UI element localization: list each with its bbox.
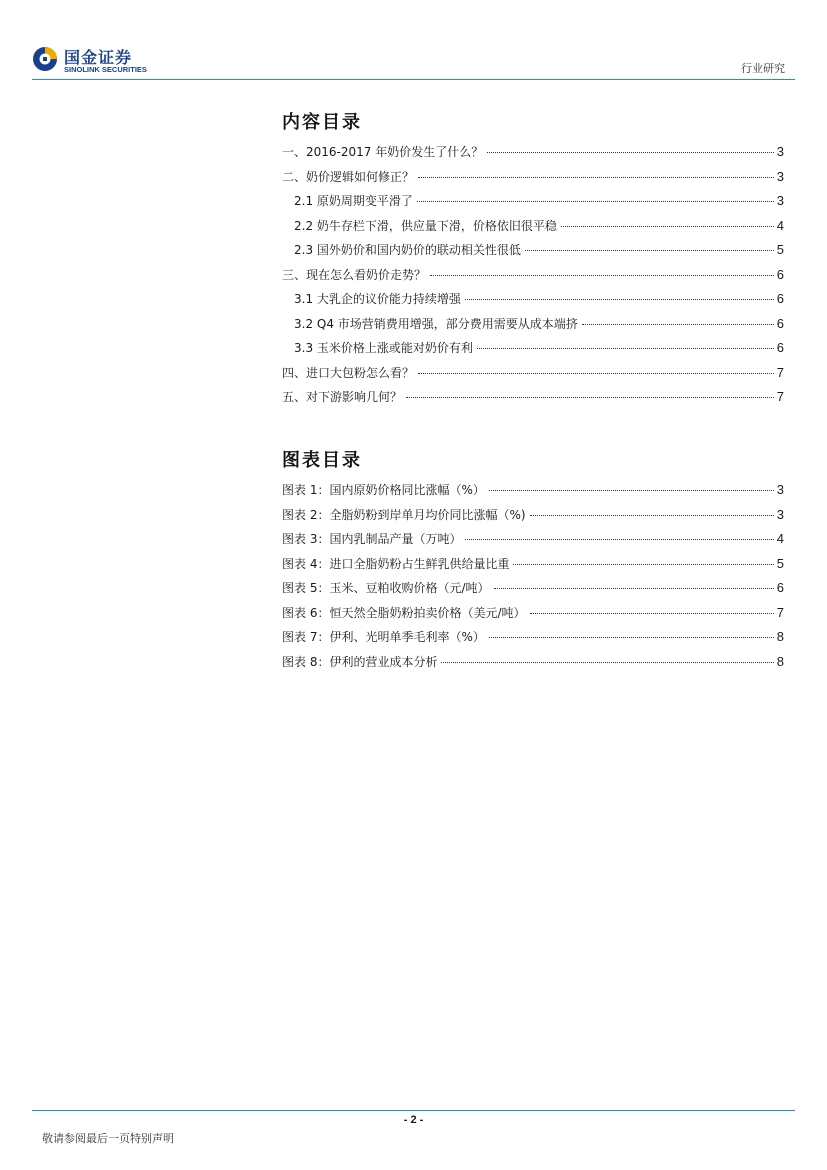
toc-entry-label[interactable]: 三、现在怎么看奶价走势？ bbox=[282, 267, 427, 282]
dot-leader bbox=[417, 201, 774, 202]
toc-entry-label[interactable]: 图表 6：恒天然全脂奶粉拍卖价格（美元/吨） bbox=[282, 605, 526, 620]
dot-leader bbox=[582, 324, 774, 325]
toc-entry-label[interactable]: 3.3 玉米价格上涨或能对奶价有利 bbox=[294, 341, 473, 355]
header-divider bbox=[32, 79, 795, 80]
toc-entry-page[interactable]: 7 bbox=[776, 364, 784, 380]
dot-leader bbox=[513, 564, 773, 565]
toc-entry-page[interactable]: 3 bbox=[776, 144, 784, 159]
figures-list bbox=[282, 481, 784, 677]
footer-divider bbox=[32, 1110, 795, 1111]
dot-leader bbox=[561, 226, 774, 227]
toc-entry-page[interactable]: 6 bbox=[776, 340, 784, 355]
toc-entry-label[interactable]: 图表 1：国内原奶价格同比涨幅（%） bbox=[282, 483, 485, 497]
sinolink-logo-icon bbox=[32, 46, 58, 72]
dot-leader bbox=[465, 539, 773, 540]
toc-entry[interactable] bbox=[282, 364, 784, 389]
dot-leader bbox=[465, 299, 774, 300]
dot-leader bbox=[441, 662, 773, 663]
toc-entry[interactable] bbox=[282, 192, 784, 217]
dot-leader bbox=[530, 613, 774, 614]
contents-title: 内容目录 bbox=[282, 112, 362, 133]
dot-leader bbox=[530, 515, 774, 516]
toc-entry[interactable] bbox=[282, 143, 784, 168]
company-logo bbox=[32, 44, 162, 78]
figures-title: 图表目录 bbox=[282, 450, 362, 471]
toc-entry[interactable] bbox=[282, 579, 784, 604]
toc-entry[interactable] bbox=[282, 653, 784, 678]
dot-leader bbox=[489, 637, 774, 638]
dot-leader bbox=[477, 348, 774, 349]
toc-entry-label[interactable]: 2.2 奶牛存栏下滑，供应量下滑，价格依旧很平稳 bbox=[294, 218, 557, 233]
toc-entry-page[interactable]: 5 bbox=[776, 555, 784, 571]
toc-entry-page[interactable]: 7 bbox=[776, 604, 784, 620]
toc-entry-page[interactable]: 6 bbox=[776, 266, 784, 282]
dot-leader bbox=[430, 275, 774, 276]
toc-entry[interactable] bbox=[282, 628, 784, 653]
toc-entry-page[interactable]: 3 bbox=[776, 168, 784, 184]
toc-entry-label[interactable]: 图表 8：伊利的营业成本分析 bbox=[282, 654, 438, 669]
toc-entry-label[interactable]: 3.2 Q4 市场营销费用增强，部分费用需要从成本端挤 bbox=[294, 316, 578, 331]
dot-leader bbox=[525, 250, 774, 251]
toc-entry-label[interactable]: 五、对下游影响几何？ bbox=[282, 390, 403, 404]
dot-leader bbox=[489, 490, 774, 491]
toc-entry-label[interactable]: 图表 7：伊利、光明单季毛利率（%） bbox=[282, 630, 485, 644]
toc-entry-page[interactable]: 5 bbox=[776, 242, 784, 257]
dot-leader bbox=[406, 397, 774, 398]
toc-entry[interactable] bbox=[282, 339, 784, 364]
toc-entry-page[interactable]: 4 bbox=[776, 531, 784, 546]
toc-entry-page[interactable]: 3 bbox=[776, 193, 784, 208]
toc-entry[interactable] bbox=[282, 217, 784, 242]
toc-entry-label[interactable]: 图表 2：全脂奶粉到岸单月均价同比涨幅（%) bbox=[282, 507, 526, 522]
toc-entry-page[interactable]: 4 bbox=[776, 217, 784, 233]
toc-entry[interactable] bbox=[282, 290, 784, 315]
dot-leader bbox=[418, 373, 774, 374]
toc-entry-label[interactable]: 图表 4：进口全脂奶粉占生鲜乳供给量比重 bbox=[282, 556, 510, 571]
toc-entry[interactable] bbox=[282, 241, 784, 266]
toc-entry[interactable] bbox=[282, 604, 784, 629]
toc-entry-page[interactable]: 3 bbox=[776, 482, 784, 497]
toc-entry-page[interactable]: 8 bbox=[776, 629, 784, 644]
toc-entry[interactable] bbox=[282, 530, 784, 555]
figures-toc bbox=[282, 446, 784, 677]
toc-entry-page[interactable]: 6 bbox=[776, 291, 784, 306]
toc-entry-label[interactable]: 一、2016-2017 年奶价发生了什么？ bbox=[282, 145, 484, 159]
dot-leader bbox=[487, 152, 774, 153]
toc-entry-label[interactable]: 2.3 国外奶价和国内奶价的联动相关性很低 bbox=[294, 243, 521, 257]
disclaimer-note: 敬请参阅最后一页特别声明 bbox=[42, 1132, 174, 1145]
toc-entry[interactable] bbox=[282, 168, 784, 193]
toc-entry-label[interactable]: 四、进口大包粉怎么看？ bbox=[282, 365, 415, 380]
logo-chinese-name: 国金证券 bbox=[64, 48, 133, 67]
logo-english-name: SINOLINK SECURITIES bbox=[64, 65, 147, 74]
toc-entry[interactable] bbox=[282, 388, 784, 413]
toc-entry[interactable] bbox=[282, 315, 784, 340]
page-number: - 2 - bbox=[403, 1114, 424, 1126]
toc-entry[interactable] bbox=[282, 506, 784, 531]
contents-list bbox=[282, 143, 784, 413]
toc-entry-label[interactable]: 二、奶价逻辑如何修正？ bbox=[282, 169, 415, 184]
toc-entry[interactable] bbox=[282, 555, 784, 580]
toc-entry[interactable] bbox=[282, 481, 784, 506]
dot-leader bbox=[418, 177, 774, 178]
page-header bbox=[0, 0, 827, 82]
toc-entry[interactable] bbox=[282, 266, 784, 291]
toc-entry-page[interactable]: 7 bbox=[776, 389, 784, 404]
toc-entry-page[interactable]: 6 bbox=[776, 580, 784, 595]
section-label: 行业研究 bbox=[741, 62, 785, 75]
toc-entry-page[interactable]: 6 bbox=[776, 315, 784, 331]
toc-entry-label[interactable]: 图表 5：玉米、豆粕收购价格（元/吨） bbox=[282, 581, 490, 595]
toc-entry-page[interactable]: 3 bbox=[776, 506, 784, 522]
toc-entry-label[interactable]: 2.1 原奶周期变平滑了 bbox=[294, 194, 413, 208]
toc-entry-label[interactable]: 3.1 大乳企的议价能力持续增强 bbox=[294, 292, 461, 306]
toc-entry-page[interactable]: 8 bbox=[776, 653, 784, 669]
contents-toc bbox=[282, 108, 784, 413]
dot-leader bbox=[494, 588, 774, 589]
toc-entry-label[interactable]: 图表 3：国内乳制品产量（万吨） bbox=[282, 532, 462, 546]
